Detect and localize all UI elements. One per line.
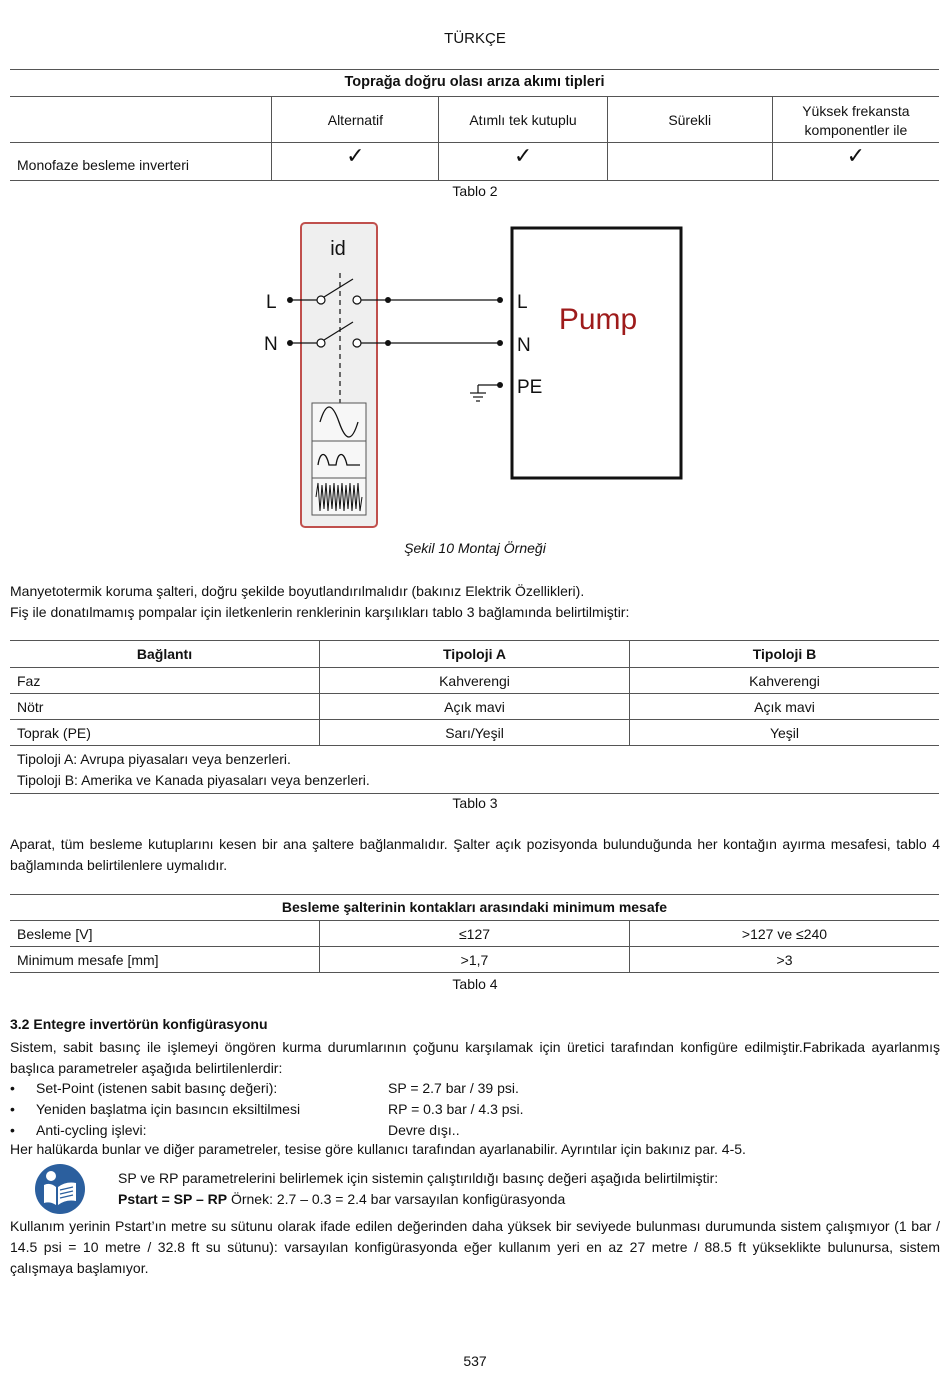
list-item-label: Set-Point (istenen sabit basınç değeri): (36, 1080, 278, 1096)
bullet-icon: • (10, 1080, 15, 1096)
table3-header-type-b: Tipoloji B (630, 641, 940, 668)
rcd-label: id (330, 238, 346, 260)
table2-col-continuous: Sürekli (607, 97, 772, 143)
para1-line1: Manyetotermik koruma şalteri, doğru şekilde boyutlandırılmalıdır (bakınız Elektrik Özellikleri). (10, 583, 585, 599)
check-icon: ✓ (272, 143, 439, 181)
table-cell: Minimum mesafe [mm] (17, 951, 159, 968)
list-item-value: RP = 0.3 bar / 4.3 psi. (388, 1101, 524, 1117)
table3-header-type-a: Tipoloji A (320, 641, 630, 668)
list-item-label: Anti-cycling işlevi: (36, 1122, 147, 1138)
table-cell: Açık mavi (630, 694, 940, 720)
table2 (10, 96, 939, 181)
table-row (10, 668, 939, 694)
table-cell: Faz (17, 672, 41, 689)
table-cell: Kahverengi (630, 668, 940, 694)
section-intro: Sistem, sabit basınç ile işlemeyi öngören kurma durumlarının çoğunu karşılamak için üretici tarafından konfigüre edilmiştir.Fabrikada ayarlanmış başlıca parametreler aşağıda belirtilenlerdir: (10, 1039, 940, 1076)
para1-line2: Fiş ile donatılmamış pompalar için iletkenlerin renklerinin karşılıkları tablo 3 bağlamında belirtilmiştir: (10, 604, 630, 620)
list-item-value: SP = 2.7 bar / 39 psi. (388, 1080, 519, 1096)
table-cell: >127 ve ≤240 (630, 921, 940, 947)
table3-caption: Tablo 3 (452, 795, 498, 811)
section-final: Kullanım yerinin Pstart’ın metre su sütunu olarak ifade edilen değerinden daha yüksek bir seviyede bulunması durumunda sistem çalışmıyor (1 bar / 14.5 psi = 10 metre / 32.8 ft su sütunu): varsayılan konfigürasyonda eğer kullanım yeri en az 27 metre / 88.5 ft yükseklikte bulunursa, sistem çalışmaya başlamıyor. (10, 1218, 940, 1276)
list-item (10, 1078, 910, 1099)
table-cell: ≤127 (320, 921, 630, 947)
list-item (10, 1120, 910, 1141)
pump-n-label: N (517, 335, 531, 356)
pump-box (512, 228, 681, 478)
table4-title: Besleme şalterinin kontakları arasındaki minimum mesafe (281, 899, 668, 915)
bullet-icon: • (10, 1101, 15, 1117)
table-cell: Nötr (17, 698, 44, 715)
check-icon: ✓ (439, 143, 607, 181)
list-item-label: Yeniden başlatma için basıncın eksiltilmesi (36, 1101, 301, 1117)
figure10-caption: Şekil 10 Montaj Örneği (404, 540, 546, 556)
check-icon: ✓ (772, 143, 939, 181)
pstart-example: Örnek: 2.7 – 0.3 = 2.4 bar varsayılan konfigürasyonda (227, 1191, 566, 1207)
table2-col-highfreq: Yüksek frekansta komponentler ile (772, 97, 939, 143)
para2: Aparat, tüm besleme kutuplarını kesen bir ana şaltere bağlanmalıdır. Şalter açık pozisyonda bulunduğunda her kontağın ayırma mesafesi, tablo 4 bağlamında belirtilenlere uymalıdır. (10, 836, 940, 873)
table-cell: Yeşil (630, 720, 940, 746)
table-cell: Toprak (PE) (17, 724, 91, 741)
table-row (10, 720, 939, 746)
table-cell: Besleme [V] (17, 925, 93, 942)
table2-col-alternating: Alternatif (272, 97, 439, 143)
parameter-list (10, 1078, 910, 1141)
page-language-header: TÜRKÇE (444, 30, 506, 47)
wiring-diagram (250, 215, 700, 535)
table4-caption: Tablo 4 (452, 976, 498, 992)
page-number: 537 (463, 1353, 487, 1369)
table2-row-label: Monofaze besleme inverteri (17, 156, 189, 173)
table4 (10, 920, 939, 973)
bullet-icon: • (10, 1122, 15, 1138)
table2-caption: Tablo 2 (452, 183, 498, 199)
table3 (10, 640, 939, 794)
table2-title: Toprağa doğru olası arıza akımı tipleri (344, 74, 605, 90)
table3-header-connection: Bağlantı (136, 646, 193, 662)
read-manual-icon (34, 1163, 86, 1215)
input-n-label: N (264, 334, 278, 355)
table4-top-rule (10, 894, 939, 895)
pump-label: Pump (558, 303, 638, 336)
table-cell: Sarı/Yeşil (320, 720, 630, 746)
list-item (10, 1099, 910, 1120)
empty-check-cell (607, 143, 772, 181)
table3-note-b: Tipoloji B: Amerika ve Kanada piyasaları veya benzerleri. (17, 772, 370, 788)
table-row (10, 694, 939, 720)
pstart-formula: Pstart = SP – RP (118, 1191, 228, 1207)
pump-pe-label: PE (517, 377, 543, 398)
table-row (10, 947, 939, 973)
section-heading: 3.2 Entegre invertörün konfigürasyonu (10, 1016, 268, 1032)
table-cell: Açık mavi (320, 694, 630, 720)
table2-col-pulsating: Atımlı tek kutuplu (439, 97, 607, 143)
table-cell: >3 (630, 947, 940, 973)
table-row (10, 921, 939, 947)
section-after: Her halükarda bunlar ve diğer parametreler, tesise göre kullanıcı tarafından ayarlanabilir. Ayrıntılar için bakınız par. 4-5. (10, 1141, 746, 1157)
list-item-value: Devre dışı.. (388, 1122, 460, 1138)
note-line1: SP ve RP parametrelerini belirlemek için sistemin çalıştırıldığı basınç değeri aşağıda belirtilmiştir: (118, 1170, 719, 1186)
pump-l-label: L (517, 292, 528, 313)
table2-top-rule (10, 69, 939, 70)
table-cell: >1,7 (320, 947, 630, 973)
table3-note-a: Tipoloji A: Avrupa piyasaları veya benzerleri. (17, 751, 291, 767)
note-line2 (118, 1189, 718, 1210)
table-cell: Kahverengi (320, 668, 630, 694)
input-l-label: L (266, 292, 277, 313)
